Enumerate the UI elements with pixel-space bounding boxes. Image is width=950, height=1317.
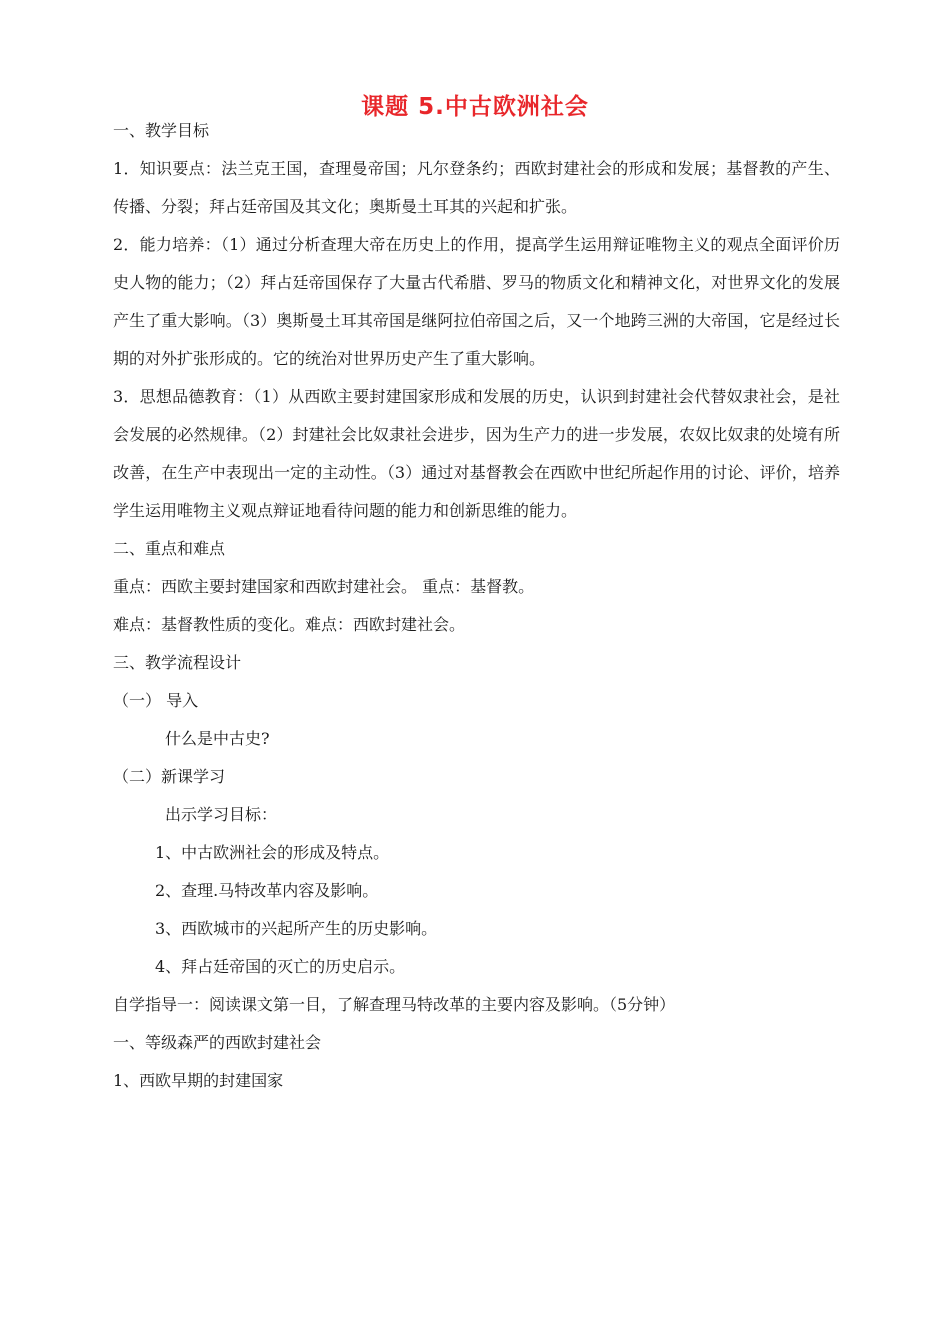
- section-heading-process: 三、教学流程设计: [113, 653, 242, 672]
- goal-item: 2、查理.马特改革内容及影响。: [155, 881, 379, 900]
- subheading-new-lesson: （二）新课学习: [113, 767, 226, 786]
- document-body: [113, 118, 840, 1100]
- goals-intro: 出示学习目标：: [165, 805, 278, 824]
- page-title: 课题 5.中古欧洲社会: [361, 94, 589, 120]
- difficult-points-line: 难点：基督教性质的变化。难点：西欧封建社会。: [113, 615, 466, 634]
- section-heading-objectives: 一、教学目标: [113, 121, 210, 140]
- subheading-intro: （一） 导入: [113, 691, 199, 710]
- heading-early-feudal-states: 1、西欧早期的封建国家: [113, 1071, 284, 1090]
- section-heading-key-points: 二、重点和难点: [113, 539, 226, 558]
- key-points-line: 重点：西欧主要封建国家和西欧封建社会。 重点：基督教。: [113, 577, 535, 596]
- self-study-guide-1: 自学指导一：阅读课文第一目，了解查理马特改革的主要内容及影响。（5分钟）: [113, 995, 676, 1014]
- goal-item: 1、中古欧洲社会的形成及特点。: [155, 843, 390, 862]
- paragraph-ability: 2．能力培养：（1）通过分析查理大帝在历史上的作用，提高学生运用辩证唯物主义的观点全面评价历史人物的能力；（2）拜占廷帝国保存了大量古代希腊、罗马的物质文化和精神文化，对世界文化的发展产生了重大影响。（3）奥斯曼土耳其帝国是继阿拉伯帝国之后，又一个地跨三洲的大帝国，它是经过长期的对外扩张形成的。它的统治对世界历史产生了重大影响。: [113, 235, 840, 368]
- heading-feudal-society: 一、等级森严的西欧封建社会: [113, 1033, 322, 1052]
- goal-item: 4、拜占廷帝国的灭亡的历史启示。: [155, 957, 406, 976]
- goal-item: 3、西欧城市的兴起所产生的历史影响。: [155, 919, 438, 938]
- intro-question: 什么是中古史?: [165, 729, 270, 748]
- paragraph-knowledge: 1．知识要点：法兰克王国，查理曼帝国；凡尔登条约；西欧封建社会的形成和发展；基督教的产生、传播、分裂；拜占廷帝国及其文化；奥斯曼土耳其的兴起和扩张。: [113, 159, 840, 216]
- paragraph-moral: 3．思想品德教育：（1）从西欧主要封建国家形成和发展的历史，认识到封建社会代替奴隶社会，是社会发展的必然规律。（2）封建社会比奴隶社会进步，因为生产力的进一步发展，农奴比奴隶的处境有所改善，在生产中表现出一定的主动性。（3）通过对基督教会在西欧中世纪所起作用的讨论、评价，培养学生运用唯物主义观点辩证地看待问题的能力和创新思维的能力。: [113, 387, 840, 520]
